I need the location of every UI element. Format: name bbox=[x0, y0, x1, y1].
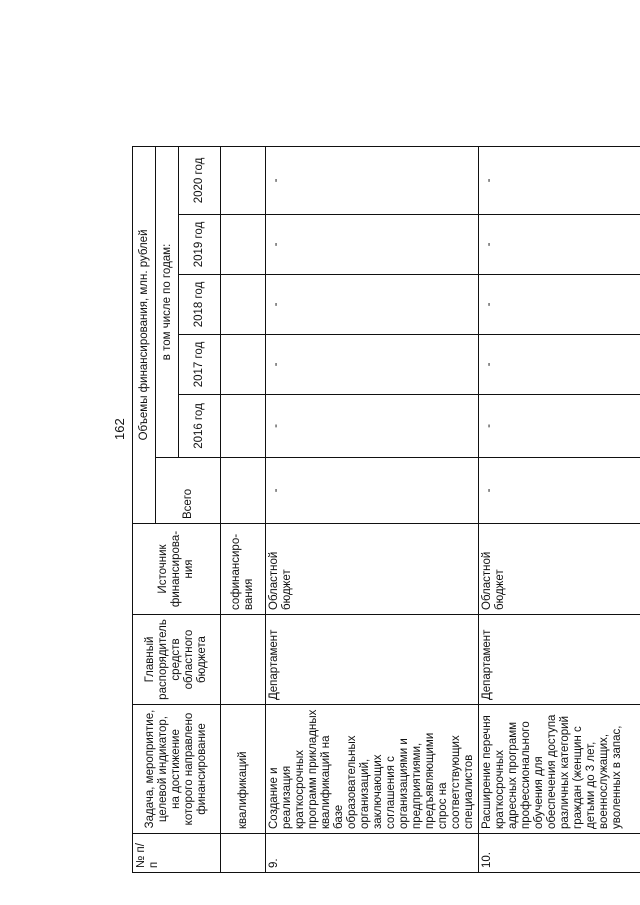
header-manager: Главный распорядитель средств областного бюджета bbox=[133, 615, 221, 705]
cell-year bbox=[221, 215, 266, 275]
cell-source: софинансиро-вания bbox=[221, 524, 266, 615]
cell-year: - bbox=[266, 146, 479, 214]
cell-task: Создание и реализация краткосрочных программ прикладных квалификаций на базе образовательных организаций, заключающих соглашения с организациями и предприятиями, предъявляющими спрос на соответствующих специалистов bbox=[266, 705, 479, 834]
cell-num: 10. bbox=[479, 834, 640, 873]
cell-num bbox=[221, 834, 266, 873]
cell-year: - bbox=[266, 335, 479, 395]
cell-year bbox=[221, 275, 266, 335]
cell-num: 9. bbox=[266, 834, 479, 873]
header-year: 2016 год bbox=[179, 395, 221, 458]
rotated-page-content bbox=[132, 37, 623, 873]
cell-year bbox=[221, 395, 266, 458]
header-task: Задача, мероприятие, целевой индикатор, на достижение которого направлено финансирование bbox=[133, 705, 221, 834]
header-year: 2018 год bbox=[179, 275, 221, 335]
cell-year bbox=[221, 146, 266, 214]
blank-margin bbox=[133, 36, 640, 146]
financing-table bbox=[132, 36, 640, 873]
header-year: 2020 год bbox=[179, 146, 221, 214]
cell-year: - bbox=[479, 395, 640, 458]
cell-manager: Департамент bbox=[266, 615, 479, 705]
cell-source: Областной бюджет bbox=[266, 524, 479, 615]
cell-total: - bbox=[479, 458, 640, 524]
table-row bbox=[266, 36, 479, 872]
cell-year: - bbox=[479, 275, 640, 335]
cell-year: - bbox=[266, 275, 479, 335]
header-year: 2017 год bbox=[179, 335, 221, 395]
table-row bbox=[479, 36, 640, 872]
table-row bbox=[221, 36, 266, 872]
cell-year: - bbox=[479, 146, 640, 214]
header-source: Источник финансирова-ния bbox=[133, 524, 221, 615]
header-num: № п/п bbox=[133, 834, 221, 873]
header-total: Всего bbox=[156, 458, 221, 524]
cell-manager bbox=[221, 615, 266, 705]
cell-year: - bbox=[479, 215, 640, 275]
cell-total bbox=[221, 458, 266, 524]
cell-total: - bbox=[266, 458, 479, 524]
header-year: 2019 год bbox=[179, 215, 221, 275]
header-by-years: в том числе по годам: bbox=[156, 146, 179, 457]
cell-source: Областной бюджет bbox=[479, 524, 640, 615]
cell-task: Расширение перечня краткосрочных адресных программ профессионального обучения для обеспечения доступа различных категорий граждан (женщин с детьми до 3 лет, военнослужащих, уволенных в запас, bbox=[479, 705, 640, 834]
cell-year: - bbox=[479, 335, 640, 395]
header-row-1 bbox=[133, 36, 156, 872]
page-number: 162 bbox=[112, 418, 127, 440]
cell-year: - bbox=[266, 215, 479, 275]
cell-task: квалификаций bbox=[221, 705, 266, 834]
cell-manager: Департамент bbox=[479, 615, 640, 705]
header-volume: Объемы финансирования, млн. рублей bbox=[133, 146, 156, 523]
cell-year: - bbox=[266, 395, 479, 458]
cell-year bbox=[221, 335, 266, 395]
